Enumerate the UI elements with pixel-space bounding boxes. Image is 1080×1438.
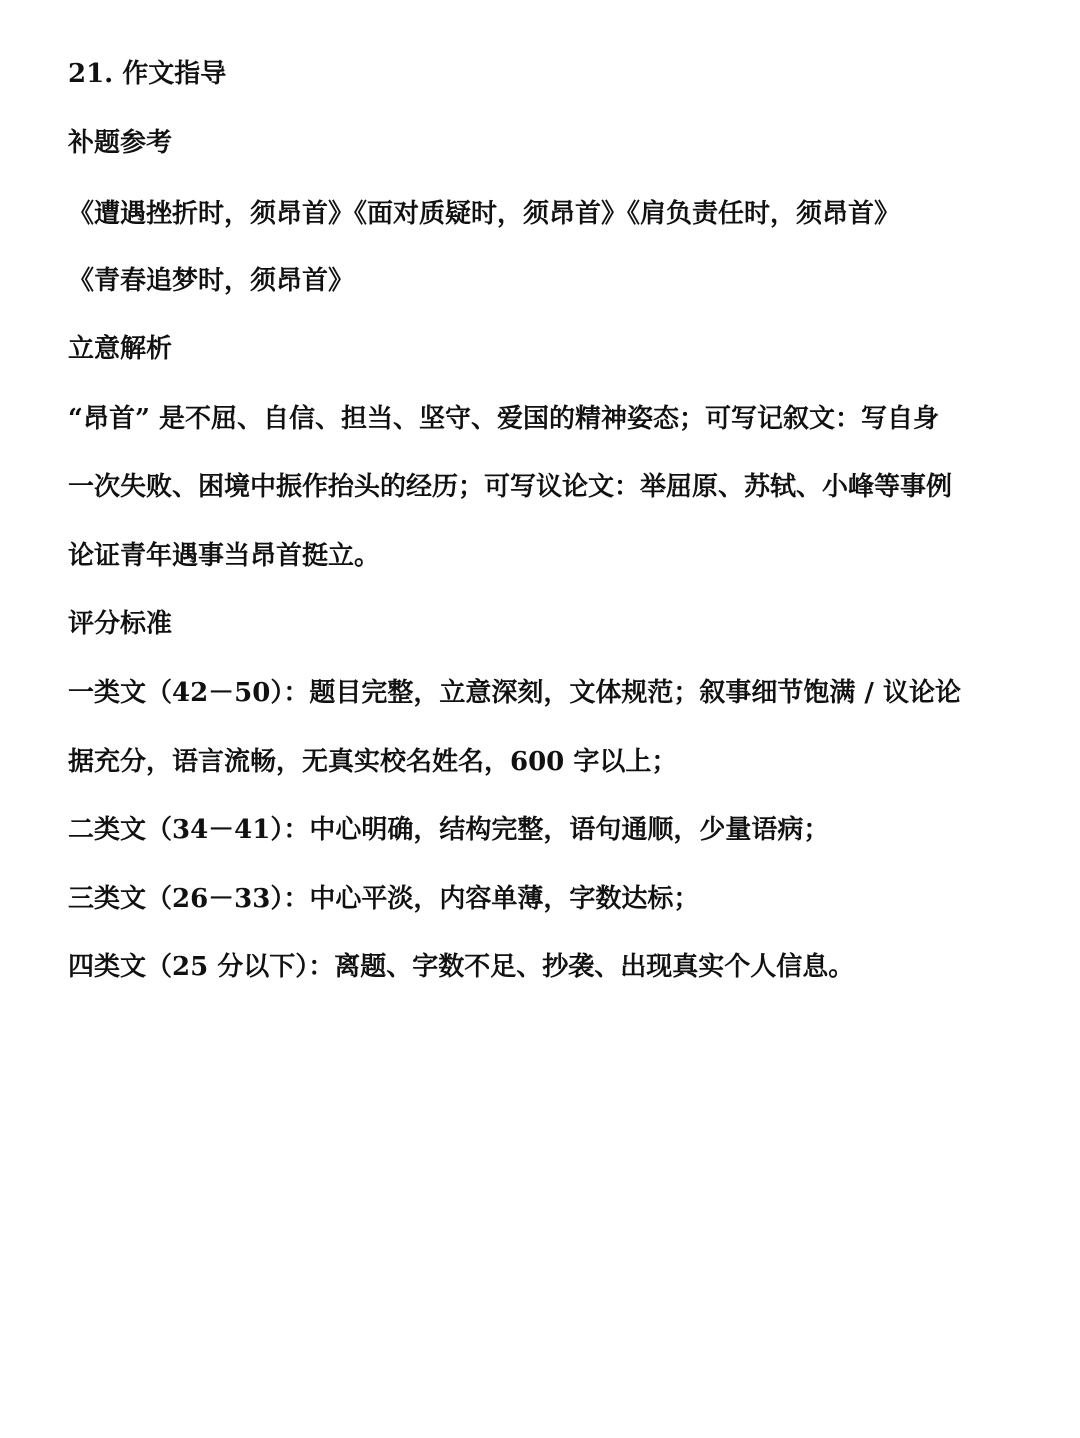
analysis-heading: 立意解析 <box>68 334 173 364</box>
section-title: 21. 作文指导 <box>68 59 227 89</box>
criteria-line-5: 四类文（25 分以下）：离题、字数不足、抄袭、出现真实个人信息。 <box>68 952 855 982</box>
supplementary-titles-line-1: 《遭遇挫折时，须昂首》《面对质疑时，须昂首》《肩负责任时，须昂首》 <box>68 199 901 229</box>
analysis-line-1: “昂首” 是不屈、自信、担当、坚守、爱国的精神姿态；可写记叙文：写自身 <box>68 404 939 434</box>
criteria-line-1: 一类文（42－50）：题目完整，立意深刻，文体规范；叙事细节饱满 / 议论论 <box>68 678 961 708</box>
supplementary-titles-line-2: 《青春追梦时，须昂首》 <box>68 266 355 296</box>
supplementary-heading: 补题参考 <box>68 128 173 158</box>
analysis-line-3: 论证青年遇事当昂首挺立。 <box>68 541 381 571</box>
criteria-heading: 评分标准 <box>68 609 173 639</box>
analysis-line-2: 一次失败、困境中振作抬头的经历；可写议论文：举屈原、苏轼、小峰等事例 <box>68 472 953 502</box>
criteria-line-2: 据充分，语言流畅，无真实校名姓名，600 字以上； <box>68 747 678 777</box>
criteria-line-3: 二类文（34－41）：中心明确，结构完整，语句通顺，少量语病； <box>68 815 830 845</box>
criteria-line-4: 三类文（26－33）：中心平淡，内容单薄，字数达标； <box>68 884 700 914</box>
